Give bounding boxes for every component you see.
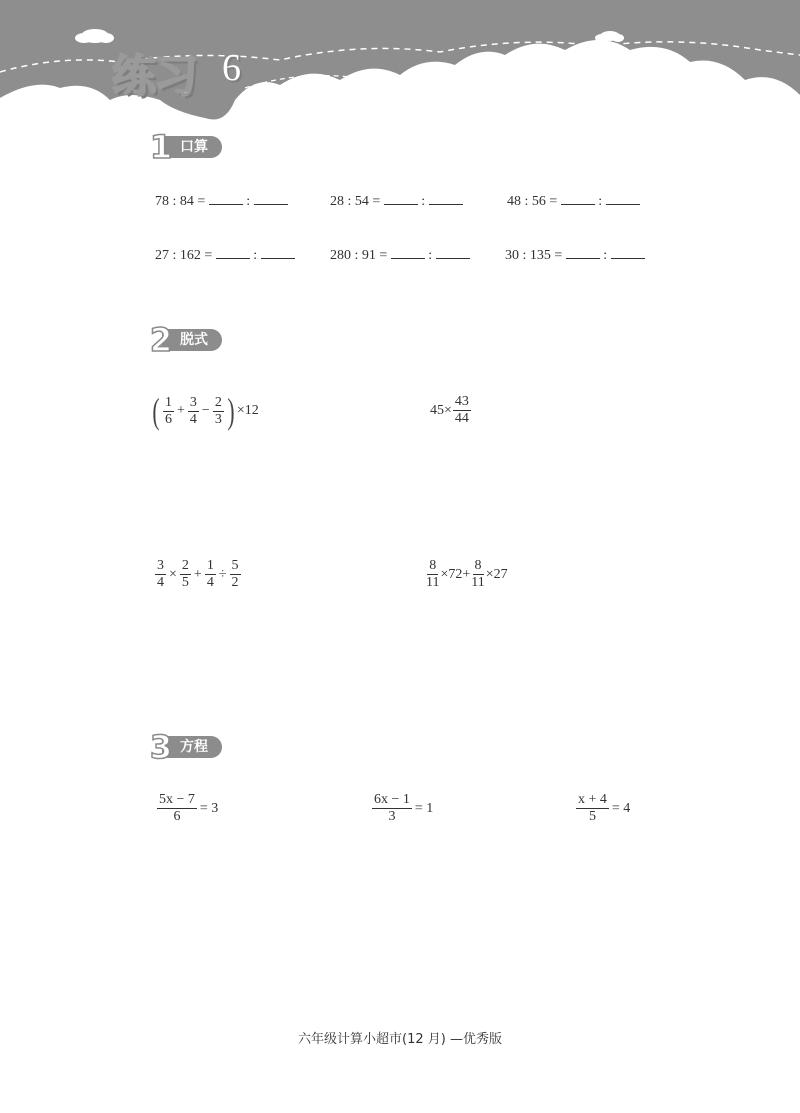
answer-blank[interactable] bbox=[209, 192, 243, 205]
oral-item: 280 : 91 = : bbox=[330, 246, 470, 264]
section-label: 方程 bbox=[162, 736, 222, 758]
section-label: 脱式 bbox=[162, 329, 222, 351]
answer-blank[interactable] bbox=[261, 246, 295, 259]
answer-blank[interactable] bbox=[384, 192, 418, 205]
answer-blank[interactable] bbox=[436, 246, 470, 259]
expression-4: $\frac{8}{11}$ ×72+ $\frac{8}{11}$ ×27 bbox=[426, 558, 508, 590]
page-footer: 六年级计算小超市(12 月) —优秀版 bbox=[298, 1032, 502, 1047]
answer-blank[interactable] bbox=[561, 192, 595, 205]
answer-blank[interactable] bbox=[606, 192, 640, 205]
expression-3: $\frac{3}{4}$ × $\frac{2}{5}$ + $\frac{1}{4}$ ÷ $\frac{5}{2}$ bbox=[157, 558, 239, 590]
section-number: 2 bbox=[149, 321, 173, 359]
page-title bbox=[112, 40, 312, 110]
answer-blank[interactable] bbox=[254, 192, 288, 205]
equation-3: $\frac{x + 4}{5}$ = 4 bbox=[578, 792, 631, 824]
answer-blank[interactable] bbox=[391, 246, 425, 259]
expression-1: ( $\frac{1}{6}$ + $\frac{3}{4}$ − $\frac{2}{3}$ ) ×12 bbox=[152, 391, 259, 431]
answer-blank[interactable] bbox=[611, 246, 645, 259]
title-text: 练习 bbox=[112, 51, 196, 102]
oral-item: 28 : 54 = : bbox=[330, 192, 463, 210]
section-number: 1 bbox=[149, 128, 173, 166]
oral-item: 48 : 56 = : bbox=[507, 192, 640, 210]
oral-item: 27 : 162 = : bbox=[155, 246, 295, 264]
answer-blank[interactable] bbox=[216, 246, 250, 259]
expression-2: 45× $\frac{43}{44}$ bbox=[430, 394, 469, 426]
equation-1: $\frac{5x - 7}{6}$ = 3 bbox=[159, 792, 219, 824]
oral-item: 30 : 135 = : bbox=[505, 246, 645, 264]
equation-2: $\frac{6x - 1}{3}$ = 1 bbox=[374, 792, 434, 824]
answer-blank[interactable] bbox=[566, 246, 600, 259]
title-number: 6 bbox=[222, 47, 241, 89]
section-label: 口算 bbox=[162, 136, 222, 158]
section-number: 3 bbox=[149, 728, 173, 766]
answer-blank[interactable] bbox=[429, 192, 463, 205]
oral-item: 78 : 84 = : bbox=[155, 192, 288, 210]
